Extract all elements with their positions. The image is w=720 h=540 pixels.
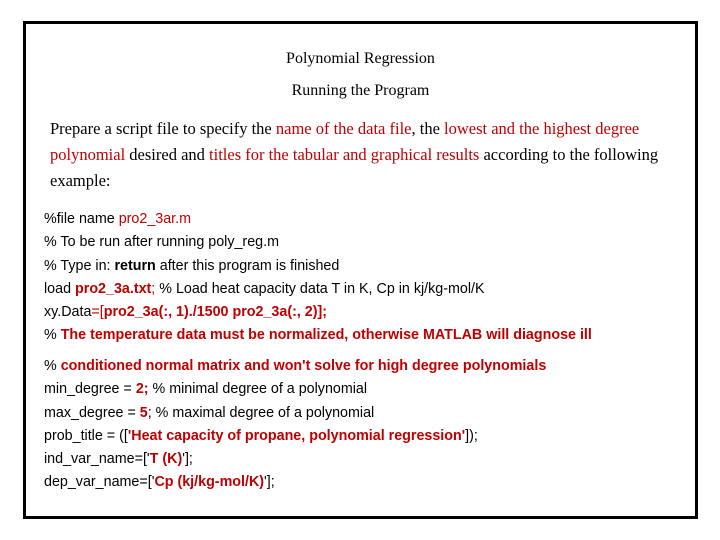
code-block-1 xyxy=(44,208,684,348)
slide-frame xyxy=(23,21,698,519)
code-text: % xyxy=(44,358,61,374)
code-highlight: pro2_3ar.m xyxy=(118,211,192,227)
intro-highlight-titles: titles for the tabular and graphical results xyxy=(209,145,480,164)
slide-title: Polynomial Regression xyxy=(286,50,435,67)
intro-text: according to the following example: xyxy=(50,145,659,190)
intro-highlight-data-file: name of the data file xyxy=(275,119,412,138)
code-line xyxy=(44,208,684,231)
code-line xyxy=(44,301,684,324)
code-highlight: conditioned normal matrix and won't solve for high degree polynomials xyxy=(60,358,547,374)
intro-highlight-degree: lowest and the highest degree polynomial xyxy=(50,119,640,164)
code-text: ]); xyxy=(465,427,478,444)
code-text: % xyxy=(44,327,61,344)
code-text: ; % maximal degree of a polynomial xyxy=(147,404,375,421)
code-line xyxy=(44,425,684,448)
code-text: load xyxy=(44,280,76,297)
code-text: % minimal degree of a polynomial xyxy=(148,381,368,398)
code-line xyxy=(44,402,684,425)
code-text: ind_var_name=[' xyxy=(44,451,150,468)
code-text: % Type in: xyxy=(44,257,115,274)
code-line xyxy=(44,471,684,494)
code-text: ']; xyxy=(182,451,193,468)
code-text: dep_var_name=[' xyxy=(44,474,155,491)
code-highlight: T (K) xyxy=(149,451,183,468)
intro-text: , the xyxy=(411,119,445,138)
code-text: % Load heat capacity data T in K, Cp in kj/kg-mol/K xyxy=(155,280,485,297)
slide-subtitle: Running the Program xyxy=(291,82,430,99)
code-line xyxy=(44,278,684,301)
code-line xyxy=(44,255,684,278)
code-text: max_degree = xyxy=(44,404,140,421)
code-highlight: 'Heat capacity of propane, polynomial regression' xyxy=(127,427,466,444)
code-highlight: =[ xyxy=(91,304,104,321)
code-block-2 xyxy=(44,355,684,495)
code-line xyxy=(44,378,684,401)
intro-text: desired and xyxy=(125,145,210,164)
code-keyword: return xyxy=(114,257,156,274)
code-line xyxy=(44,355,684,378)
code-highlight: pro2_3a.txt xyxy=(75,280,152,297)
code-text: prob_title = ([ xyxy=(44,427,128,444)
code-text: after this program is finished xyxy=(155,257,340,274)
code-line: % To be run after running poly_reg.m xyxy=(44,234,279,251)
code-line xyxy=(44,448,684,471)
code-highlight: ; xyxy=(151,280,156,297)
intro-text: Prepare a script file to specify the xyxy=(50,119,276,138)
code-line xyxy=(44,324,684,347)
code-text: ']; xyxy=(264,474,275,491)
code-highlight: pro2_3a(:, 1)./1500 pro2_3a(:, 2)]; xyxy=(103,304,328,321)
code-text: min_degree = xyxy=(44,381,136,398)
code-text: %file name xyxy=(44,211,119,227)
code-highlight: 5 xyxy=(139,404,148,421)
code-highlight: Cp (kj/kg-mol/K) xyxy=(154,474,265,491)
code-highlight: 2; xyxy=(135,381,149,398)
intro-paragraph xyxy=(50,116,680,194)
code-highlight: The temperature data must be normalized, otherwise MATLAB will diagnose ill xyxy=(60,327,592,344)
code-text: xy.Data xyxy=(44,304,92,321)
